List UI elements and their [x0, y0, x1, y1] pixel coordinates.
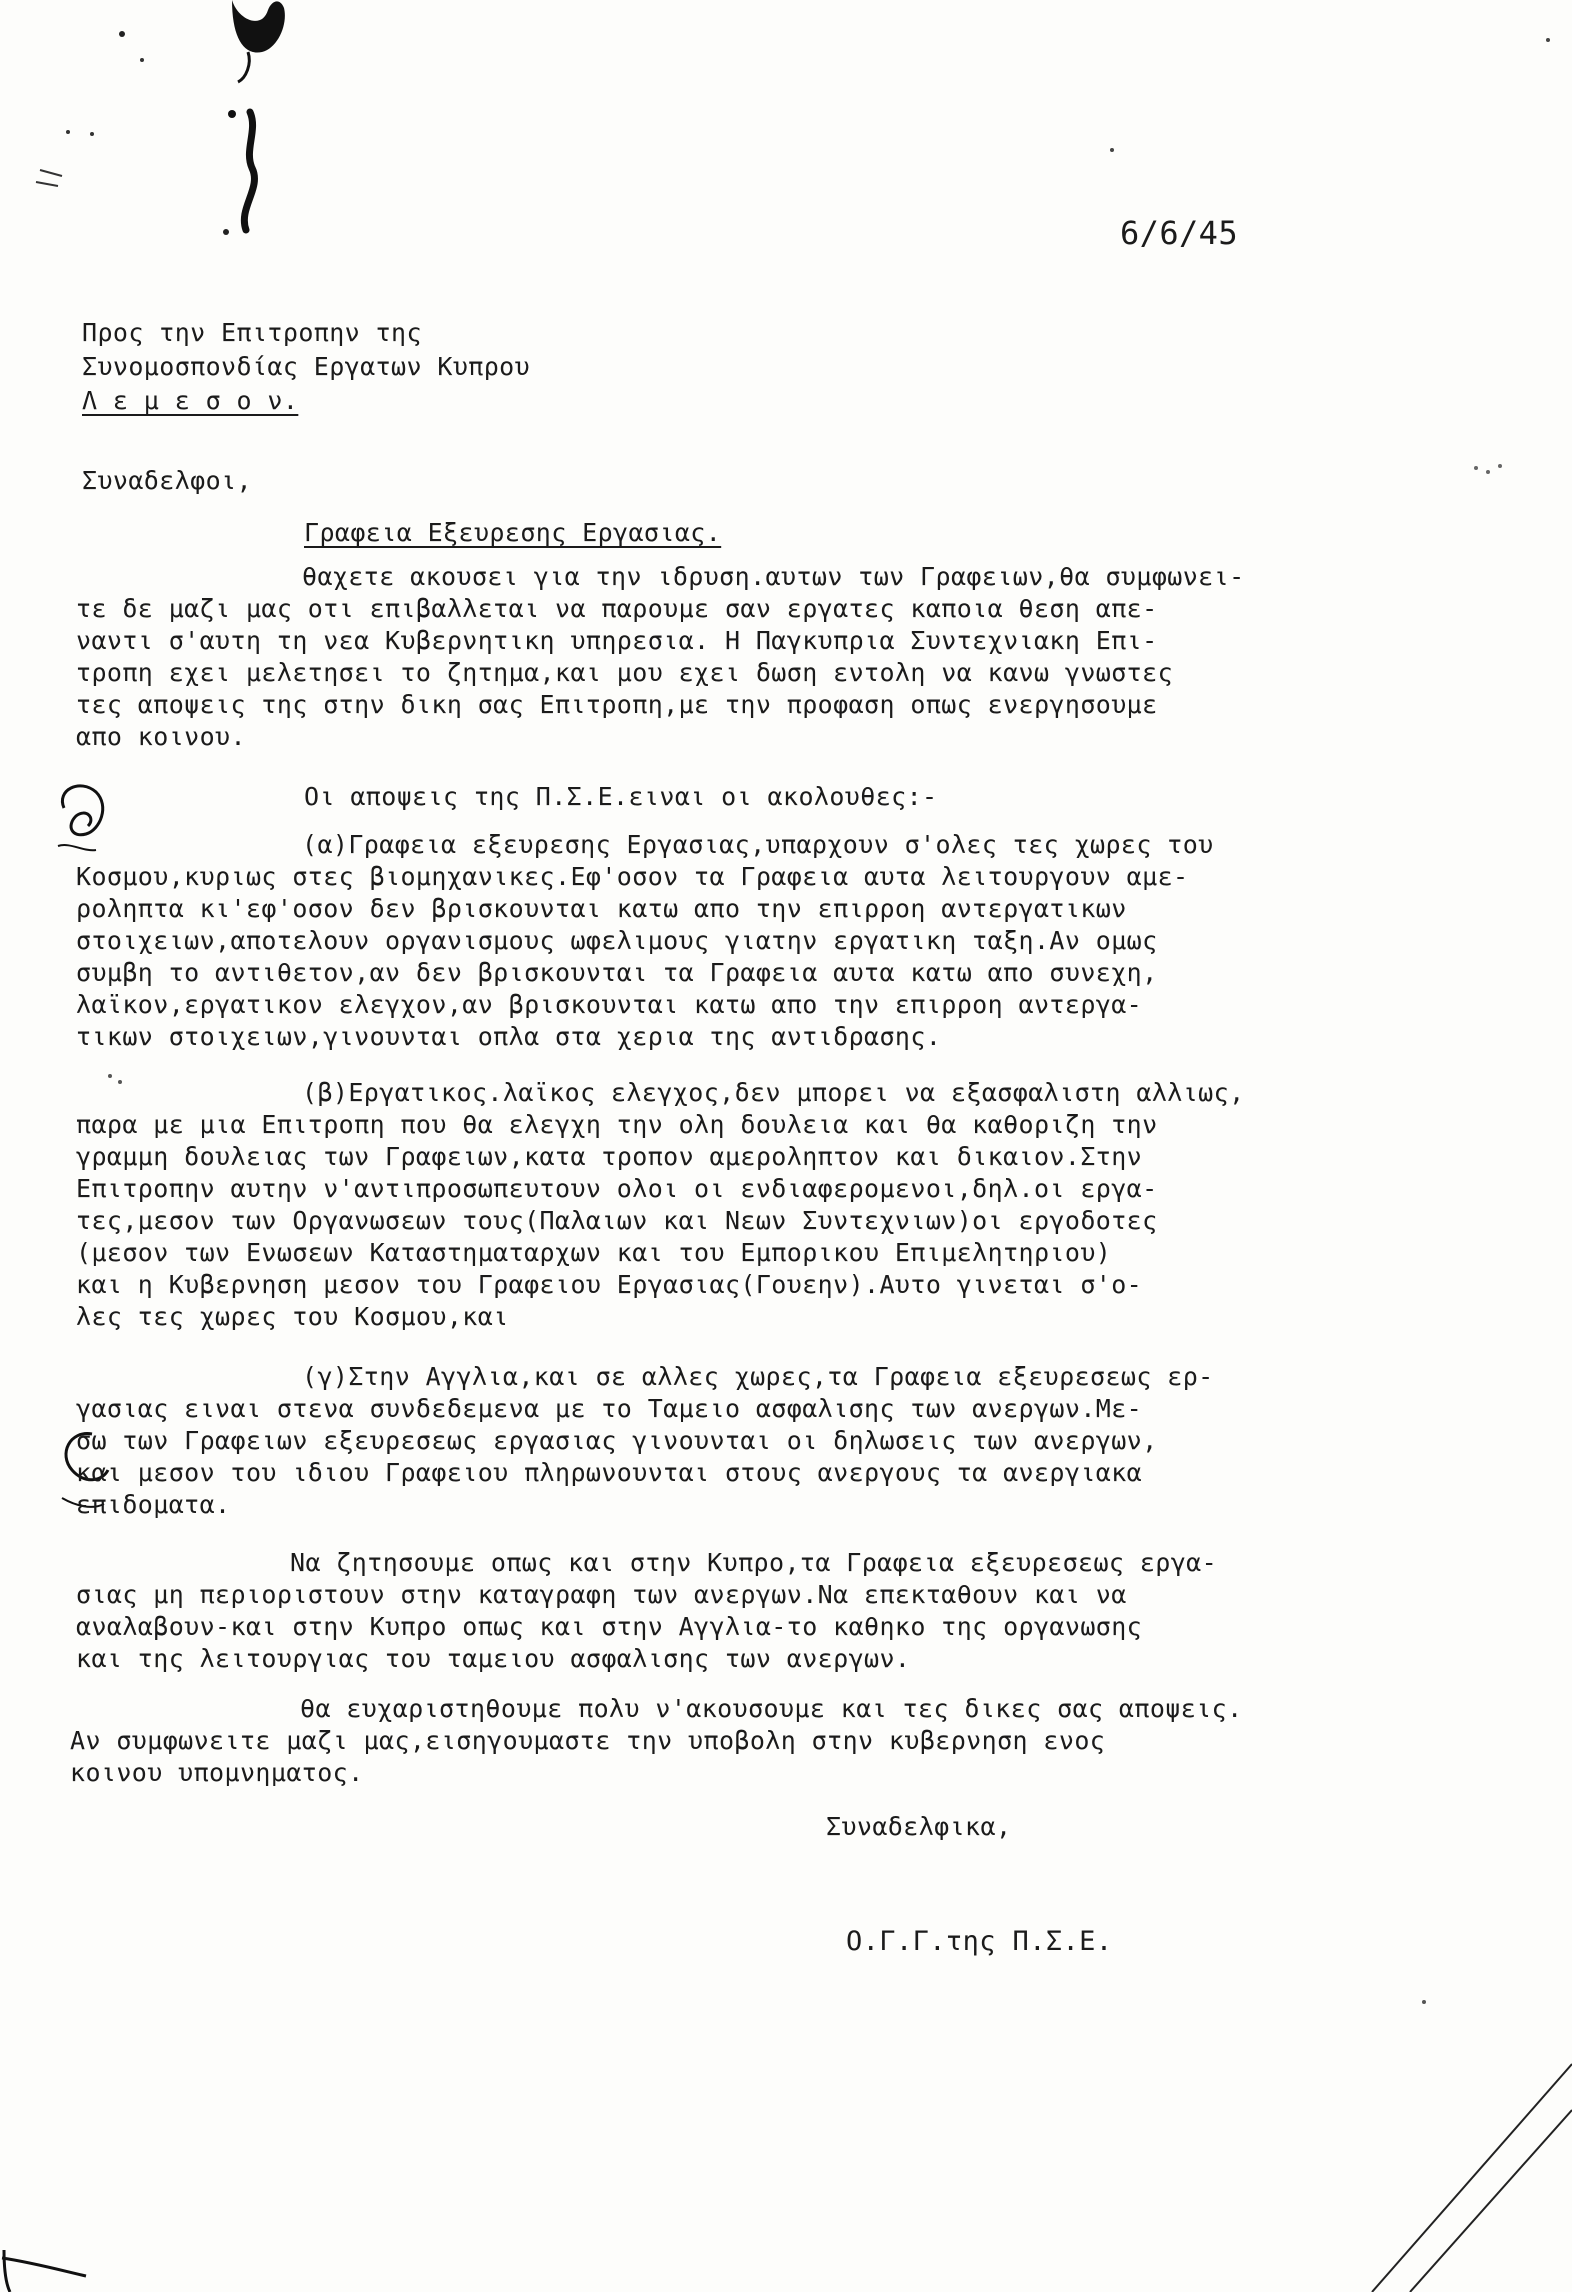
paragraph-line: (γ)Στην Αγγλια,και σε αλλες χωρες,τα Γραφεια εξευρεσεως ερ-: [302, 1362, 1214, 1391]
paragraph-line: Επιτροπην αυτην ν'αντιπροσωπευτουν ολοι οι ενδιαφερομενοι,δηλ.οι εργα-: [76, 1174, 1158, 1203]
request-paragraph: [76, 1548, 1516, 1688]
signature: Ο.Γ.Γ.της Π.Σ.Ε.: [846, 1926, 1113, 1957]
views-heading: Οι αποψεις της Π.Σ.Ε.ειναι οι ακολουθες:-: [304, 782, 938, 811]
closing-paragraph: [70, 1694, 1510, 1804]
paragraph-line: και μεσον του ιδιου Γραφειου πληρωνουνται στους ανεργους τα ανεργιακα: [76, 1458, 1143, 1487]
point-a-paragraph: [76, 830, 1516, 1060]
subject-heading: Γραφεια Εξευρεσης Εργασιας.: [304, 518, 722, 547]
signoff: Συναδελφικα,: [826, 1812, 1012, 1841]
paragraph-line: τροπη εχει μελετησει το ζητημα,και μου εχει δωση εντολη να κανω γνωστες: [76, 658, 1174, 687]
paragraph-line: τε δε μαζι μας οτι επιβαλλεται να παρουμε σαν εργατες καποια θεση απε-: [76, 594, 1158, 623]
paragraph-line: ναντι σ'αυτη τη νεα Κυβερνητικη υπηρεσια. Η Παγκυπρια Συντεχνιακη Επι-: [76, 626, 1158, 655]
paragraph-line: και της λειτουργιας του ταμειου ασφαλισης των ανεργων.: [76, 1644, 911, 1673]
paragraph-line: τες,μεσον των Οργανωσεων τους(Παλαιων και Νεων Συντεχνιων)οι εργοδοτες: [76, 1206, 1158, 1235]
salutation: Συναδελφοι,: [82, 466, 252, 495]
recipient-line: Προς την Επιτροπην της: [82, 318, 422, 347]
recipient-line: Λ ε μ ε σ ο ν.: [82, 386, 299, 415]
recipient-line: Συνομοσπονδίας Εργατων Κυπρου: [82, 352, 531, 381]
intro-paragraph: [76, 562, 1516, 762]
paragraph-line: κοινου υπομνηματος.: [70, 1758, 364, 1787]
recipient-block: [82, 318, 782, 428]
paragraph-line: (μεσον των Ενωσεων Καταστηματαρχων και του Εμπορικου Επιμελητηριου): [76, 1238, 1112, 1267]
paragraph-line: σω των Γραφειων εξευρεσεως εργασιας γινουνται οι δηλωσεις των ανεργων,: [76, 1426, 1158, 1455]
letter-date: 6/6/45: [1120, 214, 1238, 252]
paragraph-line: (α)Γραφεια εξευρεσης Εργασιας,υπαρχουν σ'ολες τες χωρες του: [302, 830, 1214, 859]
paragraph-line: Αν συμφωνειτε μαζι μας,εισηγουμαστε την υποβολη στην κυβερνηση ενος: [70, 1726, 1106, 1755]
paragraph-line: λαϊκον,εργατικον ελεγχον,αν βρισκουνται κατω απο την επιρροη αντεργα-: [76, 990, 1143, 1019]
paragraph-line: σιας μη περιοριστουν στην καταγραφη των ανεργων.Να επεκταθουν και να: [76, 1580, 1127, 1609]
paragraph-line: (β)Εργατικος.λαϊκος ελεγχος,δεν μπορει να εξασφαλιστη αλλιως,: [302, 1078, 1245, 1107]
paragraph-line: θα ευχαριστηθουμε πολυ ν'ακουσουμε και τες δικες σας αποψεις.: [300, 1694, 1243, 1723]
paragraph-line: Κοσμου,κυριως στες βιομηχανικες.Εφ'οσον τα Γραφεια αυτα λειτουργουν αμε-: [76, 862, 1189, 891]
paragraph-line: και η Κυβερνηση μεσον του Γραφειου Εργασιας(Γουεην).Αυτο γινεται σ'ο-: [76, 1270, 1143, 1299]
paragraph-line: ροληπτα κι'εφ'οσον δεν βρισκουνται κατω απο την επιρροη αντεργατικων: [76, 894, 1127, 923]
paragraph-line: συμβη το αντιθετον,αν δεν βρισκουνται τα Γραφεια αυτα κατω απο συνεχη,: [76, 958, 1158, 987]
paragraph-line: γασιας ειναι στενα συνδεδεμενα με το Ταμειο ασφαλισης των ανεργων.Με-: [76, 1394, 1143, 1423]
paragraph-line: τικων στοιχειων,γινουνται οπλα στα χερια της αντιδρασης.: [76, 1022, 942, 1051]
paragraph-line: στοιχειων,αποτελουν οργανισμους ωφελιμους γιατην εργατικη ταξη.Αν ομως: [76, 926, 1158, 955]
paragraph-line: λες τες χωρες του Κοσμου,και: [76, 1302, 509, 1331]
point-b-paragraph: [76, 1078, 1516, 1348]
paragraph-line: απο κοινου.: [76, 722, 246, 751]
paragraph-line: θαχετε ακουσει για την ιδρυση.αυτων των Γραφειων,θα συμφωνει-: [302, 562, 1245, 591]
paragraph-line: Να ζητησουμε οπως και στην Κυπρο,τα Γραφεια εξευρεσεως εργα-: [290, 1548, 1218, 1577]
paragraph-line: επιδοματα.: [76, 1490, 231, 1519]
paragraph-line: αναλαβουν-και στην Κυπρο οπως και στην Αγγλια-το καθηκο της οργανωσης: [76, 1612, 1143, 1641]
paragraph-line: τες αποψεις της στην δικη σας Επιτροπη,με την προφαση οπως ενεργησουμε: [76, 690, 1158, 719]
paragraph-line: γραμμη δουλειας των Γραφειων,κατα τροπον αμεροληπτον και δικαιον.Στην: [76, 1142, 1143, 1171]
point-c-paragraph: [76, 1362, 1516, 1532]
paragraph-line: παρα με μια Επιτροπη που θα ελεγχη την ολη δουλεια και θα καθοριζη την: [76, 1110, 1158, 1139]
